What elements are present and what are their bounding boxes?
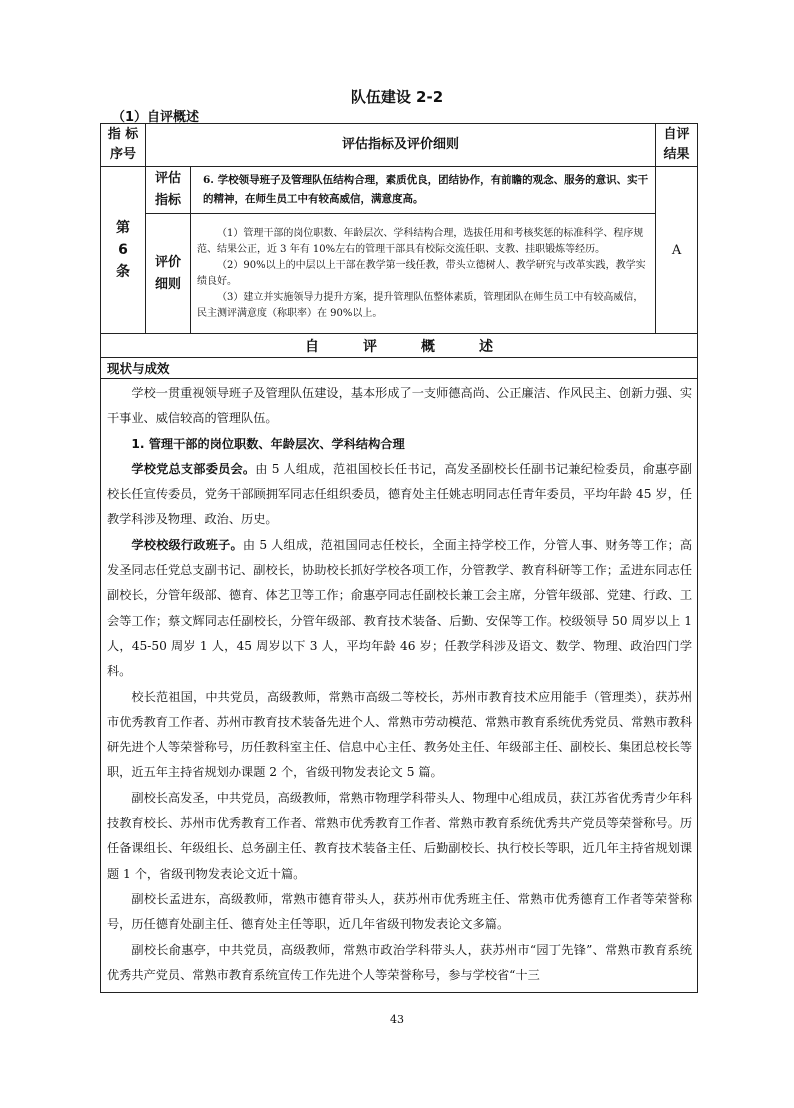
indicator-label — [146, 167, 191, 214]
header-index-text: 指 标 序号 — [107, 127, 139, 162]
body-paragraph: 校长范祖国，中共党员，高级教师，常熟市高级二等校长，苏州市教育技术应用能手（管理类），获苏州市优秀教育工作者、苏州市教育技术装备先进个人、常熟市劳动模范、常熟市教育系统优秀党员、常熟市教科研先进个人等荣誉称号，历任教科室主任、信息中心主任、教务处主任、年级部主任、副校长、集团总校长等职，近五年主持省规划办课题 2 个，省级刊物发表论文 5 篇。 — [107, 689, 693, 780]
body-paragraph: 副校长高发圣，中共党员，高级教师，常熟市物理学科带头人、物理中心组成员，获江苏省优秀青少年科技教育校长、苏州市优秀教育工作者、常熟市优秀教育工作者、常熟市教育系统优秀共产党员等荣誉称号。历任备课组长、年级组长、总务副主任、教育技术装备主任、后勤副校长、执行校长等职，近几年主持省规划课题 1 个，省级刊物发表论文近十篇。 — [107, 790, 693, 881]
body-paragraph: 副校长俞惠亭，中共党员，高级教师，常熟市政治学科带头人，获苏州市“园丁先锋”、常熟市教育系统优秀共产党员、常熟市教育系统宣传工作先进个人等荣誉称号，参与学校省“十三 — [107, 942, 693, 982]
overview-title — [101, 334, 698, 358]
indicator-row — [101, 167, 698, 214]
status-row — [101, 358, 698, 379]
overview-char: 概 — [421, 338, 435, 355]
table-header-row — [101, 124, 698, 167]
admin-team-text: 由 5 人组成，范祖国同志任校长，全面主持学校工作，分管人事、财务等工作；高发圣同志任党总支副书记、副校长，协助校长抓好学校各项工作，分管教学、教育科研等工作；孟进东同志任副校长，分管年级部、德育、体艺卫等工作；俞惠亭同志任副校长兼工会主席，分管年级部、党建、行政、工会等工作；蔡文辉同志任副校长，分管年级部、教育技术装备、后勤、安保等工作。校级领导 50 周岁以上 1 人，45-50 周岁 1 人，45 周岁以下 3 人，平均年龄 46 岁；任教学科涉及语文、数学、物理、政治四门学科。 — [107, 537, 693, 679]
evaluation-table — [100, 123, 698, 993]
page-number: 43 — [390, 1013, 404, 1026]
header-index — [101, 124, 146, 167]
header-result-text: 自评 结果 — [663, 127, 690, 162]
detail-label-text: 评价 细则 — [154, 254, 181, 292]
party-committee-label: 学校党总支部委员会。 — [131, 461, 256, 476]
overview-char: 述 — [479, 338, 493, 355]
detail-item: （1）管理干部的岗位职数、年龄层次、学科结构合理，选拔任用和考核奖惩的标准科学、程序规范、结果公正，近 3 年有 10%左右的管理干部具有校际交流任职、支教、挂职锻炼等经历。 — [197, 228, 644, 255]
overview-row — [101, 334, 698, 358]
clause-text: 第 6 条 — [116, 220, 130, 280]
detail-item: （3）建立并实施领导力提升方案，提升管理队伍整体素质，管理团队在师生员工中有较高威信，民主测评满意度（称职率）在 90%以上。 — [197, 292, 644, 319]
indicator-text: 6. 学校领导班子及管理队伍结构合理，素质优良，团结协作，有前瞻的观念、服务的意识、实干的精神，在师生员工中有较高威信，满意度高。 — [191, 167, 656, 214]
clause-number — [101, 167, 146, 334]
body-text — [101, 379, 698, 993]
header-criteria: 评估指标及评价细则 — [146, 124, 656, 167]
body-paragraph — [107, 457, 692, 533]
body-heading — [107, 432, 692, 457]
detail-criteria — [191, 214, 656, 334]
section-heading: （1）自评概述 — [112, 110, 200, 125]
overview-char: 自 — [305, 338, 319, 355]
self-eval-result: A — [656, 167, 698, 334]
admin-team-label: 学校校级行政班子。 — [131, 537, 243, 552]
party-committee-text: 由 5 人组成，范祖国校长任书记，高发圣副校长任副书记兼纪检委员，俞惠亭副校长任宣传委员，党务干部顾拥军同志任组织委员，德育处主任姚志明同志任青年委员，平均年龄 45 岁，任教学科涉及物理、政治、历史。 — [107, 461, 693, 527]
page-title: 队伍建设 2-2 — [350, 88, 444, 106]
body-paragraph: 副校长孟进东，高级教师，常熟市德育带头人，获苏州市优秀班主任、常熟市优秀德育工作者等荣誉称号，历任德育处副主任、德育处主任等职，近几年省级刊物发表论文多篇。 — [107, 891, 693, 932]
header-result — [656, 124, 698, 167]
detail-label — [146, 214, 191, 334]
body-row — [101, 379, 698, 993]
heading-text: 1. 管理干部的岗位职数、年龄层次、学科结构合理 — [131, 436, 405, 451]
detail-item: （2）90%以上的中层以上干部在教学第一线任教，带头立德树人、教学研究与改革实践，教学实绩良好。 — [197, 260, 646, 287]
body-paragraph: 学校一贯重视领导班子及管理队伍建设，基本形成了一支师德高尚、公正廉洁、作风民主、创新力强、实干事业、威信较高的管理队伍。 — [107, 386, 693, 426]
overview-char: 评 — [363, 338, 377, 355]
body-paragraph — [107, 533, 692, 685]
status-title: 现状与成效 — [101, 358, 698, 379]
detail-row — [101, 214, 698, 334]
indicator-label-text: 评估 指标 — [154, 171, 181, 208]
